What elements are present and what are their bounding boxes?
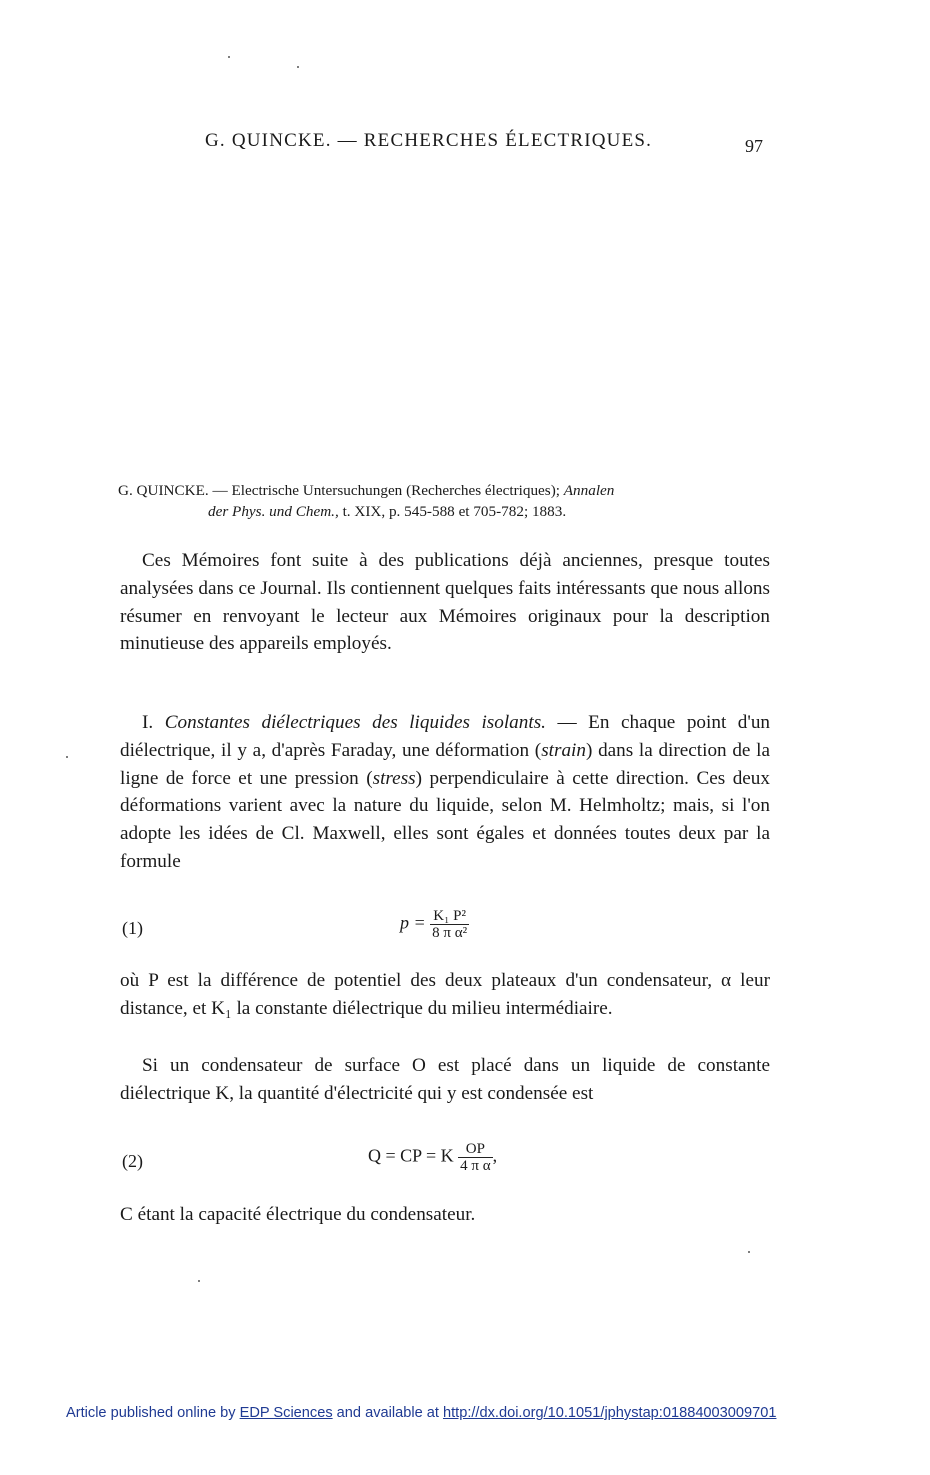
speck (297, 66, 299, 68)
equation-1-number: (1) (122, 918, 143, 938)
equation-2-fraction (458, 1141, 492, 1174)
reference-author: G. QUINCKE. (118, 482, 209, 499)
paragraph-definition: où P est la différence de potentiel des deux plateaux d'un condensateur, α leur distance, et K₁ la constante diélectrique du milieu intermédiaire. (120, 970, 770, 1019)
footer (66, 1405, 776, 1421)
section-text-a: — En chaque point d'un diélectrique, il y a, d'après Faraday, une déformation ( (120, 712, 771, 761)
speck (66, 756, 68, 758)
paragraph-condenser: Si un condensateur de surface O est placé dans un liquide de constante diélectrique K, la quantité d'électricité qui y est condensée est (120, 1055, 770, 1104)
equation-2-numerator: OP (458, 1141, 492, 1158)
speck (748, 1251, 750, 1253)
equation-1 (400, 908, 469, 941)
section-text-c: ) perpendiculaire à cette direction. Ces deux déformations varient avec la nature du liquide, selon M. Helmholtz; mais, si l'on adopte les idées de Cl. Maxwell, elles sont égales et données toutes deux par la formule (120, 767, 770, 872)
equation-1-numerator: K₁ P² (430, 908, 469, 925)
footer-middle: and available at (332, 1405, 443, 1421)
equation-2 (368, 1141, 497, 1174)
section-title: Constantes diélectriques des liquides isolants. (164, 712, 546, 733)
equation-1-lhs: p = (400, 912, 426, 933)
section-label: I. (142, 712, 165, 733)
page-number: 97 (745, 136, 763, 156)
equation-1-fraction (430, 908, 469, 941)
publisher-link[interactable]: EDP Sciences (239, 1405, 333, 1421)
equation-2-lhs: Q = CP = K (368, 1145, 454, 1166)
equation-2-number: (2) (122, 1151, 143, 1171)
equation-2-denominator: 4 π α (460, 1158, 491, 1174)
doi-link[interactable]: http://dx.doi.org/10.1051/jphystap:01884003009701 (442, 1405, 777, 1421)
paragraph-intro: Ces Mémoires font suite à des publications déjà anciennes, presque toutes analysées dans ce Journal. Ils contiennent quelques faits intéressants que nous allons résumer en renvoyant le lecteur aux Mémoires originaux pour la description minutieuse des appareils employés. (120, 550, 770, 655)
equation-1-denominator: 8 π α² (432, 925, 468, 941)
footer-prefix: Article published online by (66, 1405, 240, 1421)
section-text-b: ) dans la direction de la ligne de force et une pression ( (120, 739, 770, 789)
reference-line-1 (118, 480, 773, 501)
reference-volume: t. XIX, p. 545-588 et 705-782; 1883. (338, 503, 567, 520)
reference-journal-b: der Phys. und Chem., (208, 503, 339, 520)
paragraph-section-1 (120, 709, 770, 876)
speck (198, 1280, 200, 1282)
paragraph-capacity: C étant la capacité électrique du condensateur. (120, 1204, 476, 1225)
reference-line-2 (208, 501, 768, 522)
term-strain: strain (541, 739, 586, 761)
reference-title: — Electrische Untersuchungen (Recherches électriques); (208, 482, 564, 499)
running-title: G. QUINCKE. — RECHERCHES ÉLECTRIQUES. (205, 130, 653, 151)
speck (228, 56, 230, 58)
term-stress: stress (372, 767, 416, 789)
reference-journal-a: Annalen (563, 482, 615, 499)
equation-2-tail: , (492, 1145, 498, 1166)
